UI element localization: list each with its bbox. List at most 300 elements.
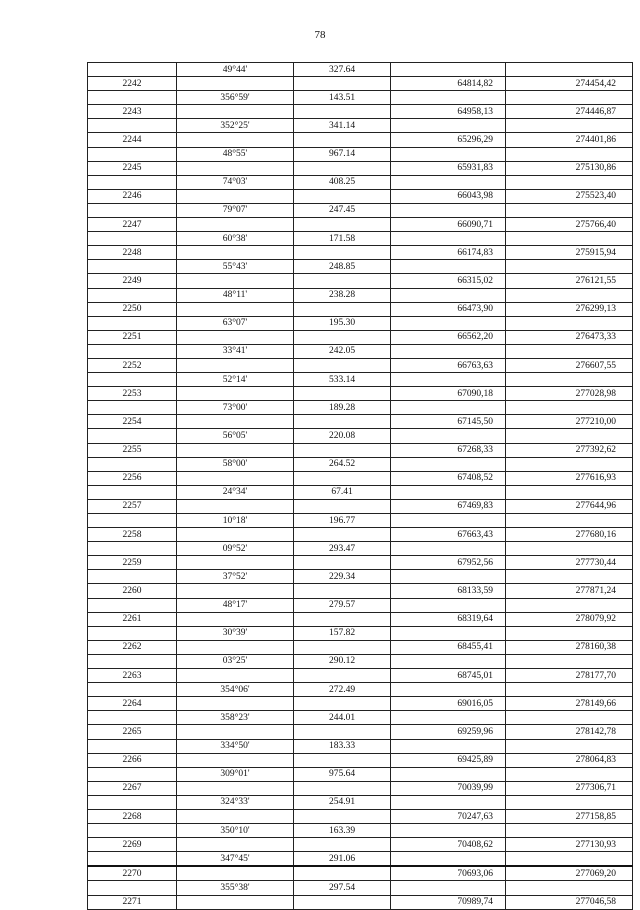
x-cell: 67090,18: [391, 387, 506, 401]
y-cell: [506, 711, 633, 725]
table-row-line: [88, 767, 633, 781]
y-cell: [506, 739, 633, 753]
x-cell: [391, 739, 506, 753]
table-row-point: [88, 105, 633, 119]
distance-cell: [294, 471, 391, 485]
x-cell: 69425,89: [391, 753, 506, 767]
angle-cell: [177, 189, 294, 203]
distance-cell: 163.39: [294, 824, 391, 838]
point-cell: 2259: [88, 556, 177, 570]
point-cell: [88, 203, 177, 217]
point-cell: 2255: [88, 443, 177, 457]
table-row-line: [88, 288, 633, 302]
y-cell: 277616,93: [506, 471, 633, 485]
angle-cell: 52°14': [177, 373, 294, 387]
table-row-line: [88, 570, 633, 584]
angle-cell: [177, 161, 294, 175]
angle-cell: 354°06': [177, 683, 294, 697]
angle-cell: 58°00': [177, 457, 294, 471]
x-cell: [391, 63, 506, 77]
point-cell: 2266: [88, 753, 177, 767]
angle-cell: [177, 640, 294, 654]
point-cell: 2260: [88, 584, 177, 598]
x-cell: 66174,83: [391, 246, 506, 260]
angle-cell: 48°11': [177, 288, 294, 302]
point-cell: 2243: [88, 105, 177, 119]
point-cell: [88, 316, 177, 330]
y-cell: [506, 344, 633, 358]
x-cell: [391, 203, 506, 217]
table-row-point: [88, 895, 633, 909]
x-cell: 69016,05: [391, 697, 506, 711]
point-cell: [88, 795, 177, 809]
point-cell: [88, 824, 177, 838]
x-cell: 66473,90: [391, 302, 506, 316]
point-cell: 2248: [88, 246, 177, 260]
coordinates-table-body: [88, 63, 633, 910]
y-cell: [506, 654, 633, 668]
table-row-point: [88, 330, 633, 344]
point-cell: [88, 739, 177, 753]
point-cell: [88, 232, 177, 246]
point-cell: [88, 175, 177, 189]
angle-cell: [177, 443, 294, 457]
distance-cell: [294, 640, 391, 654]
distance-cell: [294, 358, 391, 372]
point-cell: 2257: [88, 499, 177, 513]
y-cell: 277046,58: [506, 895, 633, 909]
distance-cell: 67.41: [294, 485, 391, 499]
distance-cell: 291.06: [294, 852, 391, 867]
distance-cell: [294, 218, 391, 232]
point-cell: [88, 542, 177, 556]
table-row-line: [88, 260, 633, 274]
point-cell: [88, 683, 177, 697]
table-row-line: [88, 203, 633, 217]
angle-cell: 48°55': [177, 147, 294, 161]
distance-cell: [294, 612, 391, 626]
x-cell: [391, 232, 506, 246]
point-cell: [88, 711, 177, 725]
y-cell: [506, 63, 633, 77]
distance-cell: [294, 556, 391, 570]
y-cell: [506, 626, 633, 640]
point-cell: [88, 767, 177, 781]
distance-cell: 183.33: [294, 739, 391, 753]
x-cell: 68745,01: [391, 669, 506, 683]
y-cell: 278177,70: [506, 669, 633, 683]
distance-cell: [294, 105, 391, 119]
y-cell: 277210,00: [506, 415, 633, 429]
point-cell: 2262: [88, 640, 177, 654]
point-cell: 2245: [88, 161, 177, 175]
point-cell: 2258: [88, 528, 177, 542]
point-cell: [88, 401, 177, 415]
angle-cell: 347°45': [177, 852, 294, 867]
y-cell: [506, 570, 633, 584]
y-cell: 277680,16: [506, 528, 633, 542]
y-cell: 275915,94: [506, 246, 633, 260]
point-cell: [88, 63, 177, 77]
distance-cell: [294, 669, 391, 683]
y-cell: [506, 429, 633, 443]
y-cell: 278064,83: [506, 753, 633, 767]
angle-cell: 03°25': [177, 654, 294, 668]
distance-cell: 297.54: [294, 881, 391, 895]
table-row-line: [88, 739, 633, 753]
angle-cell: [177, 77, 294, 91]
angle-cell: [177, 358, 294, 372]
x-cell: [391, 401, 506, 415]
x-cell: 65296,29: [391, 133, 506, 147]
angle-cell: 309°01': [177, 767, 294, 781]
table-row-line: [88, 824, 633, 838]
table-row-point: [88, 753, 633, 767]
point-cell: [88, 485, 177, 499]
point-cell: 2261: [88, 612, 177, 626]
table-row-point: [88, 358, 633, 372]
table-row-line: [88, 654, 633, 668]
x-cell: 66315,02: [391, 274, 506, 288]
point-cell: 2265: [88, 725, 177, 739]
y-cell: [506, 542, 633, 556]
table-row-point: [88, 528, 633, 542]
distance-cell: 242.05: [294, 344, 391, 358]
angle-cell: 334°50': [177, 739, 294, 753]
x-cell: 67268,33: [391, 443, 506, 457]
y-cell: 277130,93: [506, 838, 633, 852]
x-cell: [391, 147, 506, 161]
distance-cell: 247.45: [294, 203, 391, 217]
x-cell: [391, 767, 506, 781]
y-cell: 277644,96: [506, 499, 633, 513]
x-cell: 64814,82: [391, 77, 506, 91]
distance-cell: 171.58: [294, 232, 391, 246]
y-cell: 278160,38: [506, 640, 633, 654]
point-cell: 2256: [88, 471, 177, 485]
distance-cell: 244.01: [294, 711, 391, 725]
x-cell: [391, 119, 506, 133]
angle-cell: [177, 471, 294, 485]
x-cell: [391, 514, 506, 528]
distance-cell: [294, 866, 391, 881]
distance-cell: 279.57: [294, 598, 391, 612]
y-cell: 274446,87: [506, 105, 633, 119]
y-cell: [506, 514, 633, 528]
x-cell: [391, 373, 506, 387]
angle-cell: [177, 274, 294, 288]
table-row-line: [88, 881, 633, 895]
y-cell: 277392,62: [506, 443, 633, 457]
table-row-point: [88, 218, 633, 232]
distance-cell: [294, 753, 391, 767]
y-cell: 278142,78: [506, 725, 633, 739]
x-cell: 70693,06: [391, 866, 506, 881]
point-cell: [88, 570, 177, 584]
table-row-point: [88, 838, 633, 852]
angle-cell: 09°52': [177, 542, 294, 556]
distance-cell: 157.82: [294, 626, 391, 640]
table-row-point: [88, 161, 633, 175]
distance-cell: [294, 387, 391, 401]
x-cell: [391, 654, 506, 668]
x-cell: 66090,71: [391, 218, 506, 232]
x-cell: 67469,83: [391, 499, 506, 513]
table-row-line: [88, 852, 633, 867]
y-cell: [506, 598, 633, 612]
y-cell: [506, 91, 633, 105]
y-cell: [506, 147, 633, 161]
y-cell: [506, 203, 633, 217]
x-cell: [391, 457, 506, 471]
y-cell: [506, 260, 633, 274]
x-cell: [391, 824, 506, 838]
x-cell: [391, 542, 506, 556]
x-cell: 68133,59: [391, 584, 506, 598]
x-cell: 68319,64: [391, 612, 506, 626]
point-cell: 2250: [88, 302, 177, 316]
angle-cell: [177, 584, 294, 598]
point-cell: [88, 119, 177, 133]
point-cell: [88, 288, 177, 302]
y-cell: 274454,42: [506, 77, 633, 91]
x-cell: 66763,63: [391, 358, 506, 372]
distance-cell: 229.34: [294, 570, 391, 584]
point-cell: 2268: [88, 809, 177, 823]
angle-cell: [177, 809, 294, 823]
table-row-point: [88, 499, 633, 513]
point-cell: [88, 147, 177, 161]
y-cell: [506, 232, 633, 246]
x-cell: 66043,98: [391, 189, 506, 203]
point-cell: 2263: [88, 669, 177, 683]
x-cell: [391, 429, 506, 443]
y-cell: [506, 485, 633, 499]
distance-cell: [294, 77, 391, 91]
distance-cell: [294, 274, 391, 288]
point-cell: 2264: [88, 697, 177, 711]
angle-cell: [177, 781, 294, 795]
angle-cell: 73°00': [177, 401, 294, 415]
x-cell: 67952,56: [391, 556, 506, 570]
point-cell: 2254: [88, 415, 177, 429]
table-row-line: [88, 542, 633, 556]
distance-cell: 341.14: [294, 119, 391, 133]
y-cell: 277028,98: [506, 387, 633, 401]
y-cell: 278149,66: [506, 697, 633, 711]
angle-cell: 356°59': [177, 91, 294, 105]
x-cell: [391, 683, 506, 697]
x-cell: [391, 485, 506, 499]
x-cell: 70039,99: [391, 781, 506, 795]
table-row-point: [88, 866, 633, 881]
table-row-point: [88, 443, 633, 457]
x-cell: 70989,74: [391, 895, 506, 909]
distance-cell: [294, 528, 391, 542]
distance-cell: [294, 189, 391, 203]
distance-cell: [294, 809, 391, 823]
angle-cell: 79°07': [177, 203, 294, 217]
distance-cell: 195.30: [294, 316, 391, 330]
angle-cell: 358°23': [177, 711, 294, 725]
angle-cell: 355°38': [177, 881, 294, 895]
distance-cell: 264.52: [294, 457, 391, 471]
point-cell: [88, 91, 177, 105]
table-row-point: [88, 697, 633, 711]
table-row-point: [88, 302, 633, 316]
distance-cell: 967.14: [294, 147, 391, 161]
y-cell: 276607,55: [506, 358, 633, 372]
angle-cell: 55°43': [177, 260, 294, 274]
table-row-point: [88, 781, 633, 795]
y-cell: 277306,71: [506, 781, 633, 795]
distance-cell: 272.49: [294, 683, 391, 697]
distance-cell: [294, 725, 391, 739]
y-cell: [506, 767, 633, 781]
angle-cell: [177, 133, 294, 147]
table-row-point: [88, 584, 633, 598]
angle-cell: 48°17': [177, 598, 294, 612]
table-row-point: [88, 133, 633, 147]
point-cell: 2270: [88, 866, 177, 881]
coordinates-table: [87, 62, 633, 910]
angle-cell: 352°25': [177, 119, 294, 133]
angle-cell: [177, 246, 294, 260]
table-row-point: [88, 556, 633, 570]
angle-cell: 350°10': [177, 824, 294, 838]
distance-cell: 290.12: [294, 654, 391, 668]
distance-cell: [294, 302, 391, 316]
x-cell: [391, 316, 506, 330]
table-row-line: [88, 401, 633, 415]
table-row-point: [88, 387, 633, 401]
table-row-line: [88, 485, 633, 499]
angle-cell: 60°38': [177, 232, 294, 246]
point-cell: 2247: [88, 218, 177, 232]
angle-cell: 63°07': [177, 316, 294, 330]
distance-cell: 238.28: [294, 288, 391, 302]
x-cell: [391, 570, 506, 584]
angle-cell: 24°34': [177, 485, 294, 499]
table-row-point: [88, 246, 633, 260]
point-cell: 2249: [88, 274, 177, 288]
table-row-point: [88, 640, 633, 654]
table-row-line: [88, 711, 633, 725]
angle-cell: 33°41': [177, 344, 294, 358]
angle-cell: 37°52': [177, 570, 294, 584]
point-cell: 2242: [88, 77, 177, 91]
table-row-line: [88, 119, 633, 133]
point-cell: 2253: [88, 387, 177, 401]
x-cell: [391, 344, 506, 358]
y-cell: 277871,24: [506, 584, 633, 598]
x-cell: 67145,50: [391, 415, 506, 429]
point-cell: 2269: [88, 838, 177, 852]
point-cell: [88, 514, 177, 528]
table-row-line: [88, 63, 633, 77]
table-row-point: [88, 77, 633, 91]
table-row-point: [88, 669, 633, 683]
y-cell: [506, 373, 633, 387]
y-cell: [506, 119, 633, 133]
point-cell: 2271: [88, 895, 177, 909]
point-cell: [88, 598, 177, 612]
angle-cell: [177, 499, 294, 513]
x-cell: [391, 795, 506, 809]
x-cell: [391, 598, 506, 612]
y-cell: [506, 457, 633, 471]
table-row-line: [88, 598, 633, 612]
distance-cell: 533.14: [294, 373, 391, 387]
angle-cell: [177, 838, 294, 852]
distance-cell: [294, 246, 391, 260]
distance-cell: 293.47: [294, 542, 391, 556]
distance-cell: [294, 838, 391, 852]
x-cell: 70408,62: [391, 838, 506, 852]
distance-cell: [294, 161, 391, 175]
y-cell: 278079,92: [506, 612, 633, 626]
y-cell: [506, 175, 633, 189]
x-cell: [391, 852, 506, 867]
table-row-line: [88, 626, 633, 640]
angle-cell: [177, 556, 294, 570]
angle-cell: [177, 105, 294, 119]
distance-cell: 975.64: [294, 767, 391, 781]
table-row-line: [88, 91, 633, 105]
table-row-point: [88, 415, 633, 429]
table-row-line: [88, 514, 633, 528]
angle-cell: [177, 302, 294, 316]
table-row-line: [88, 373, 633, 387]
distance-cell: [294, 781, 391, 795]
angle-cell: 49°44': [177, 63, 294, 77]
angle-cell: 10°18': [177, 514, 294, 528]
distance-cell: [294, 499, 391, 513]
angle-cell: 30°39': [177, 626, 294, 640]
table-row-point: [88, 274, 633, 288]
angle-cell: [177, 725, 294, 739]
y-cell: 277069,20: [506, 866, 633, 881]
angle-cell: [177, 612, 294, 626]
point-cell: 2244: [88, 133, 177, 147]
distance-cell: [294, 415, 391, 429]
x-cell: [391, 175, 506, 189]
table-row-point: [88, 725, 633, 739]
table-row-line: [88, 175, 633, 189]
point-cell: [88, 654, 177, 668]
x-cell: 67408,52: [391, 471, 506, 485]
x-cell: 69259,96: [391, 725, 506, 739]
x-cell: 65931,83: [391, 161, 506, 175]
point-cell: 2246: [88, 189, 177, 203]
x-cell: [391, 626, 506, 640]
x-cell: [391, 288, 506, 302]
point-cell: [88, 852, 177, 867]
y-cell: 274401,86: [506, 133, 633, 147]
table-row-point: [88, 809, 633, 823]
distance-cell: [294, 330, 391, 344]
y-cell: [506, 316, 633, 330]
point-cell: [88, 626, 177, 640]
point-cell: [88, 881, 177, 895]
angle-cell: [177, 528, 294, 542]
x-cell: 67663,43: [391, 528, 506, 542]
table-row-line: [88, 147, 633, 161]
table-row-point: [88, 471, 633, 485]
point-cell: 2251: [88, 330, 177, 344]
distance-cell: [294, 443, 391, 457]
angle-cell: [177, 866, 294, 881]
